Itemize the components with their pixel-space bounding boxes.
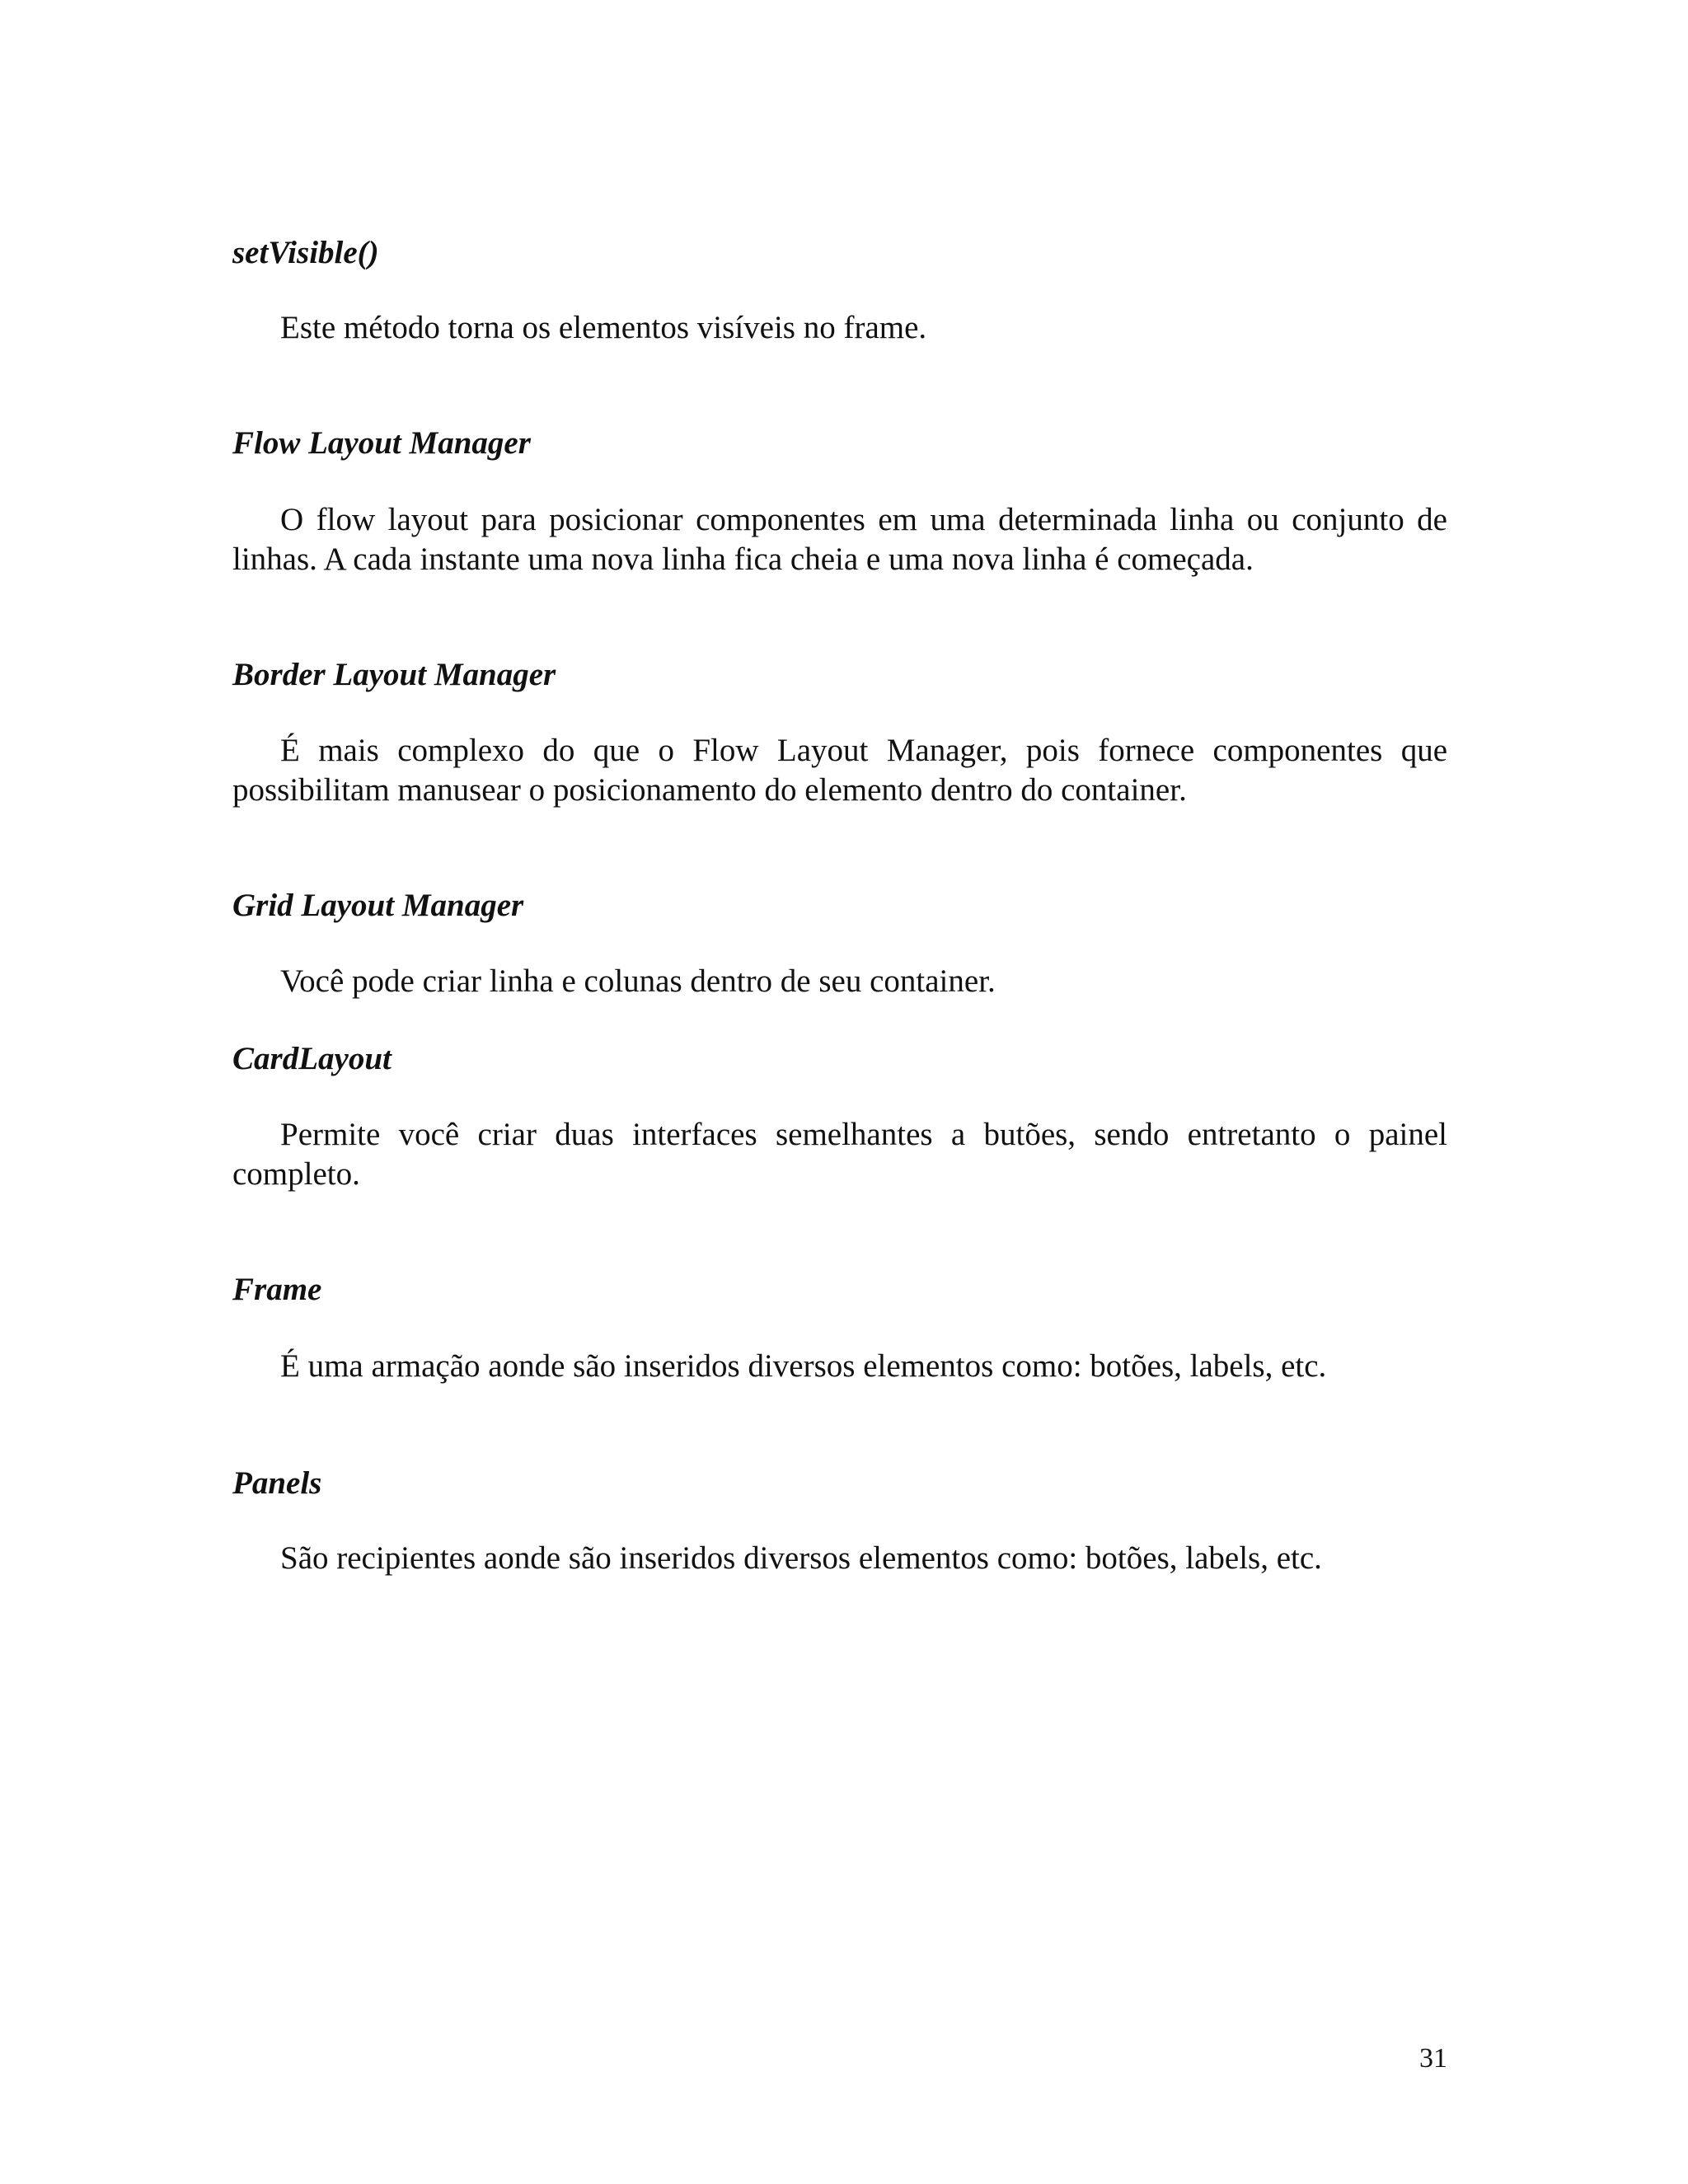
section-heading-flow-layout: Flow Layout Manager [232, 425, 531, 461]
section-text-panels: São recipientes aonde são inseridos diversos elementos como: botões, labels, etc. [280, 1540, 1322, 1576]
section-heading-panels: Panels [232, 1465, 322, 1501]
section-heading-setvisible: setVisible() [232, 235, 379, 270]
section-text-border-layout: É mais complexo do que o Flow Layout Manager, pois fornece componentes que possibilitam manusear o posicionamento do elemento dentro do container. [232, 733, 1447, 808]
section-heading-border-layout: Border Layout Manager [232, 657, 556, 692]
section-heading-frame: Frame [232, 1272, 322, 1307]
section-text-setvisible: Este método torna os elementos visíveis no frame. [280, 310, 927, 345]
section-text-grid-layout: Você pode criar linha e colunas dentro de seu container. [280, 963, 996, 999]
section-heading-cardlayout: CardLayout [232, 1041, 392, 1076]
section-text-flow-layout: O flow layout para posicionar componentes em uma determinada linha ou conjunto de linhas. A cada instante uma nova linha fica cheia e uma nova linha é começada. [232, 502, 1447, 577]
section-heading-grid-layout: Grid Layout Manager [232, 888, 524, 923]
page-number: 31 [1419, 2043, 1447, 2074]
section-text-frame: É uma armação aonde são inseridos diversos elementos como: botões, labels, etc. [280, 1348, 1327, 1384]
section-text-cardlayout: Permite você criar duas interfaces semelhantes a butões, sendo entretanto o painel completo. [232, 1117, 1447, 1192]
